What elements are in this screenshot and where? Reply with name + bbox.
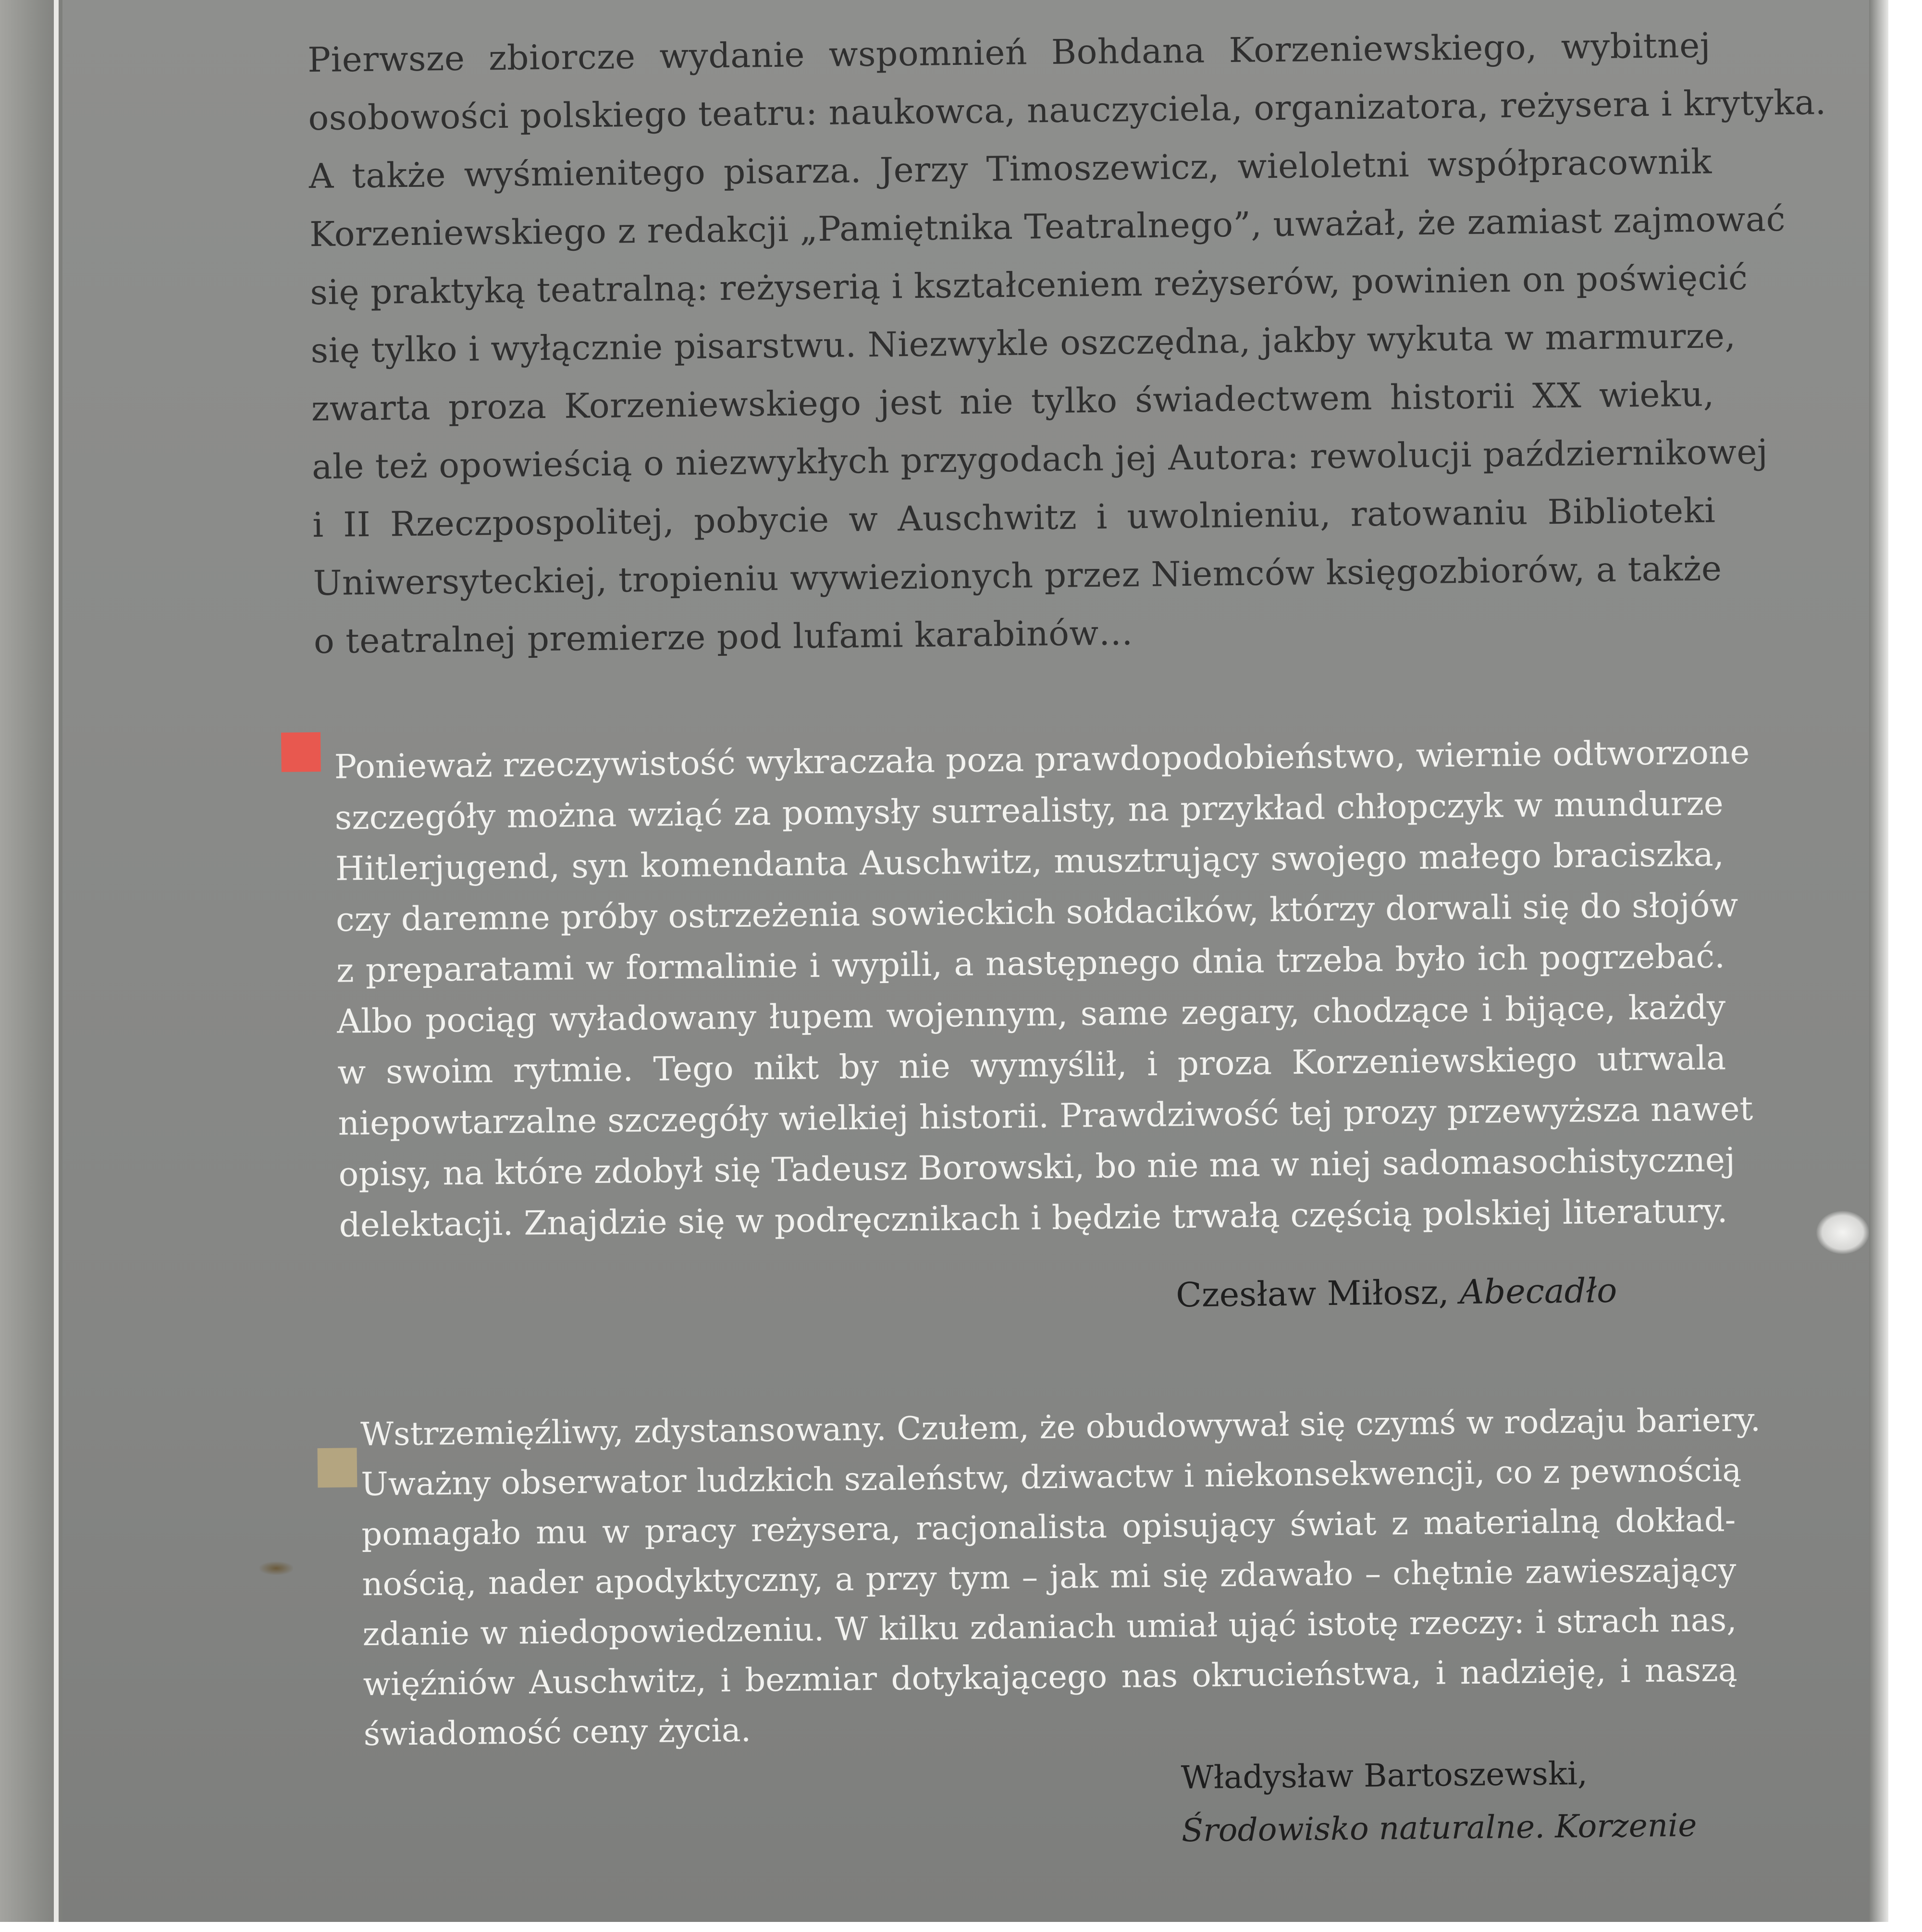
intro-line: Korzeniewskiego z redakcji „Pamiętnika Teatralnego”, uważał, że zamiast zajmować	[309, 198, 1786, 255]
quote-line: niepowtarzalne szczegóły wielkiej historii. Prawdziwość tej prozy przewyższa nawet	[338, 1089, 1753, 1143]
intro-line: się tylko i wyłącznie pisarstwu. Niezwykle oszczędna, jakby wykuta w marmurze,	[310, 316, 1736, 371]
intro-line: i II Rzeczpospolitej, pobycie w Auschwitz i uwolnieniu, ratowaniu Biblioteki	[312, 490, 1716, 545]
intro-line: A także wyśmienitego pisarza. Jerzy Timoszewicz, wieloletni współpracownik	[308, 141, 1713, 197]
quote-line: świadomość ceny życia.	[363, 1711, 752, 1753]
quote-line: w swoim rytmie. Tego nikt by nie wymyślił, i proza Korzeniewskiego utrwala	[337, 1039, 1726, 1092]
red-square-marker	[281, 732, 321, 772]
intro-line: ale też opowieścią o niezwykłych przygodach jej Autora: rewolucji październikowej	[311, 431, 1768, 487]
milosz-quote	[334, 727, 1753, 1251]
intro-line: Uniwersyteckiej, tropieniu wywiezionych przez Niemców księgozbiorów, a także	[313, 548, 1722, 603]
milosz-attribution	[1176, 1267, 1617, 1319]
gold-square-marker	[318, 1448, 357, 1488]
quote-source: Abecadło	[1459, 1270, 1617, 1312]
quote-author: Czesław Miłosz,	[1175, 1272, 1460, 1315]
quote-line: Ponieważ rzeczywistość wykraczała poza prawdopodobieństwo, wiernie odtworzone	[334, 733, 1750, 787]
quote-line: delektacji. Znajdzie się w podręcznikach i będzie trwałą częścią polskiej literatury.	[339, 1192, 1728, 1245]
quote-source: Środowisko naturalne. Korzenie	[1181, 1807, 1697, 1849]
quote-line: Hitlerjugend, syn komendanta Auschwitz, musztrujący swojego małego braciszka,	[335, 835, 1725, 888]
quote-line: Wstrzemięźliwy, zdystansowany. Czułem, że obudowywał się czymś w rodzaju bariery.	[360, 1401, 1761, 1453]
quote-line: zdanie w niedopowiedzeniu. W kilku zdaniach umiał ująć istotę rzeczy: i strach nas,	[362, 1601, 1737, 1653]
bartoszewski-attribution	[1181, 1746, 1697, 1857]
quote-line: opisy, na które zdobył się Tadeusz Borowski, bo nie ma w niej sadomasochistycznej	[338, 1141, 1736, 1194]
quote-line: nością, nader apodyktyczny, a przy tym – jak mi się zdawało – chętnie zawieszający	[362, 1551, 1737, 1603]
quote-line: z preparatami w formalinie i wypili, a następnego dnia trzeba było ich pogrzebać.	[336, 937, 1725, 990]
intro-line: zwarta proza Korzeniewskiego jest nie tylko świadectwem historii XX wieku,	[311, 374, 1715, 429]
quote-line: czy daremne próby ostrzeżenia sowieckich sołdacików, którzy dorwali się do słojów	[335, 886, 1738, 939]
quote-line: szczegóły można wziąć za pomysły surrealisty, na przykład chłopczyk w mundurze	[334, 784, 1724, 837]
quote-line: więźniów Auschwitz, i bezmiar dotykającego nas okrucieństwa, i nadzieję, i naszą	[363, 1651, 1737, 1703]
intro-line: osobowości polskiego teatru: naukowca, nauczyciela, organizatora, reżysera i krytyka.	[308, 82, 1827, 138]
intro-line: o teatralnej premierze pod lufami karabinów…	[313, 613, 1133, 662]
intro-line: Pierwsze zbiorcze wydanie wspomnień Bohdana Korzeniewskiego, wybitnej	[307, 25, 1711, 80]
quote-line: pomagało mu w pracy reżysera, racjonalista opisujący świat z materialną dokład-	[361, 1501, 1736, 1553]
bartoszewski-quote	[360, 1395, 1761, 1759]
quote-line: Albo pociąg wyładowany łupem wojennym, same zegary, chodzące i bijące, każdy	[336, 988, 1726, 1041]
quote-author: Władysław Bartoszewski,	[1181, 1755, 1588, 1797]
intro-paragraph	[307, 16, 1827, 671]
quote-line: Uważny obserwator ludzkich szaleństw, dziwactw i niekonsekwencji, co z pewnością	[360, 1451, 1742, 1503]
intro-line: się praktyką teatralną: reżyserią i kształceniem reżyserów, powinien on poświęcić	[309, 257, 1748, 313]
